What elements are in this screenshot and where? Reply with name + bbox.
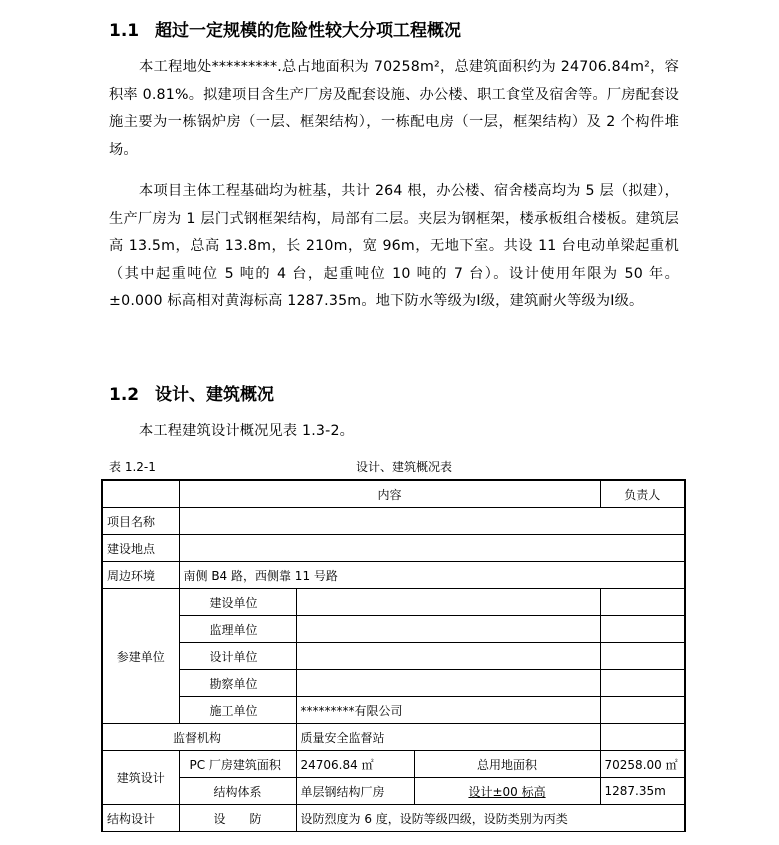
party-label: 监理单位 bbox=[179, 616, 296, 643]
location-label: 建设地点 bbox=[102, 535, 179, 562]
party-label: 设计单位 bbox=[179, 643, 296, 670]
paragraph-structure-overview: 本项目主体工程基础均为桩基，共计 264 根，办公楼、宿舍楼高均为 5 层（拟建），生产厂房为 1 层门式钢框架结构，局部有二层。夹层为钢框架，楼承板组合楼板。建筑层高 13.5m，总高 13.8m，长 210m，宽 96m，无地下室。共设 11 台电动单梁起重机（其中起重吨位 5 吨的 4 台，起重吨位 10 吨的 7 台）。设计使用年限为 50 年。±0.000 标高相对黄海标高 1287.35m。地下防水等级为Ⅰ级，建筑耐火等级为Ⅰ级。 bbox=[109, 183, 679, 309]
party-label: 勘察单位 bbox=[179, 670, 296, 697]
supervision-label: 监督机构 bbox=[102, 724, 296, 751]
section-number: 1.2 bbox=[109, 385, 140, 405]
table-row bbox=[102, 508, 685, 535]
table-row bbox=[102, 670, 685, 697]
section-heading-1-1 bbox=[109, 20, 461, 42]
struct-design-label: 结构设计 bbox=[102, 805, 179, 832]
party-value bbox=[296, 589, 600, 616]
table-row bbox=[102, 724, 685, 751]
party-value bbox=[296, 670, 600, 697]
section-number: 1.1 bbox=[109, 21, 140, 41]
supervision-value: 质量安全监督站 bbox=[296, 724, 600, 751]
header-content: 内容 bbox=[179, 480, 600, 508]
pc-area-value: 24706.84 ㎡ bbox=[296, 751, 414, 778]
table-row bbox=[102, 805, 685, 832]
parties-label: 参建单位 bbox=[102, 589, 179, 724]
fortification-value: 设防烈度为 6 度，设防等级四级，设防类别为丙类 bbox=[296, 805, 685, 832]
section-heading-1-2 bbox=[109, 384, 274, 406]
project-name-label: 项目名称 bbox=[102, 508, 179, 535]
party-label: 施工单位 bbox=[179, 697, 296, 724]
surroundings-label: 周边环境 bbox=[102, 562, 179, 589]
elevation-label: 设计±00 标高 bbox=[468, 784, 546, 799]
arch-design-label: 建筑设计 bbox=[102, 751, 179, 805]
elevation-value: 1287.35m bbox=[600, 778, 685, 805]
party-value bbox=[296, 643, 600, 670]
section-title: 设计、建筑概况 bbox=[155, 385, 274, 405]
table-number: 表 1.2-1 bbox=[109, 460, 156, 474]
party-value: *********有限公司 bbox=[296, 697, 600, 724]
party-value bbox=[296, 616, 600, 643]
pc-area-label: PC 厂房建筑面积 bbox=[179, 751, 296, 778]
table-header-row bbox=[102, 480, 685, 508]
land-area-label: 总用地面积 bbox=[414, 751, 600, 778]
table-row bbox=[102, 562, 685, 589]
table-row bbox=[102, 751, 685, 778]
section-title: 超过一定规模的危险性较大分项工程概况 bbox=[155, 21, 461, 41]
land-area-value: 70258.00 ㎡ bbox=[600, 751, 685, 778]
table-row bbox=[102, 589, 685, 616]
paragraph-table-intro: 本工程建筑设计概况见表 1.3-2。 bbox=[139, 423, 355, 439]
table-row bbox=[102, 778, 685, 805]
paragraph-site-overview: 本工程地处*********.总占地面积为 70258m²，总建筑面积约为 24706.84m²，容积率 0.81%。拟建项目含生产厂房及配套设施、办公楼、职工食堂及宿舍等。厂房配套设施主要为一栋锅炉房（一层、框架结构），一栋配电房（一层，框架结构）及 2 个构件堆场。 bbox=[109, 59, 679, 158]
fortification-label: 设 防 bbox=[179, 805, 296, 832]
table-row bbox=[102, 643, 685, 670]
table-row bbox=[102, 616, 685, 643]
surroundings-value: 南侧 B4 路，西侧靠 11 号路 bbox=[179, 562, 685, 589]
structure-system-label: 结构体系 bbox=[179, 778, 296, 805]
party-label: 建设单位 bbox=[179, 589, 296, 616]
header-person: 负责人 bbox=[600, 480, 685, 508]
table-row bbox=[102, 535, 685, 562]
table-caption: 设计、建筑概况表 bbox=[356, 460, 453, 474]
design-overview-table bbox=[101, 479, 686, 832]
structure-system-value: 单层钢结构厂房 bbox=[296, 778, 414, 805]
table-row bbox=[102, 697, 685, 724]
